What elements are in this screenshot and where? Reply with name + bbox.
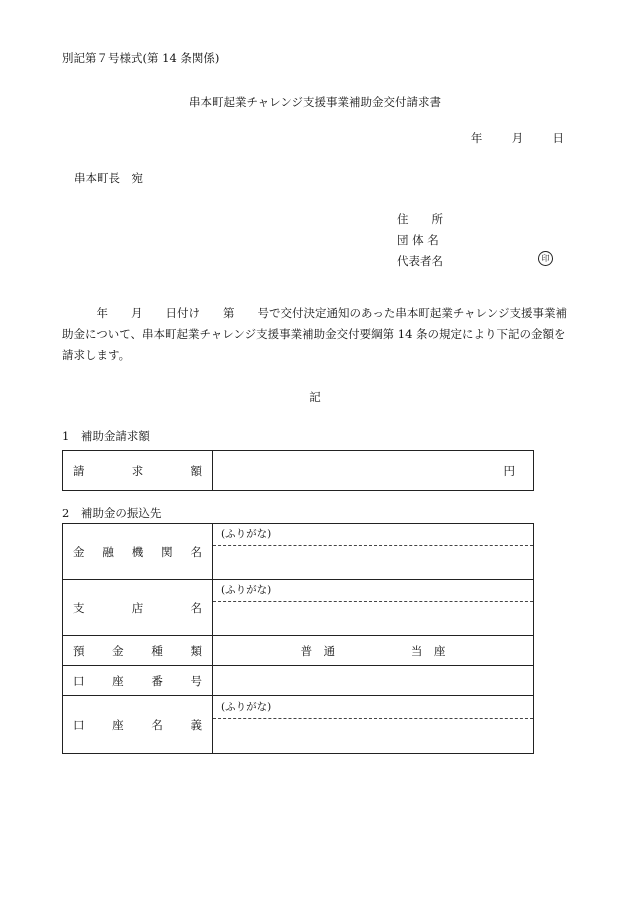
applicant-group-label: 団 体 名 [397,233,439,247]
account-number-label: 口 座 番 号 [63,666,213,696]
applicant-representative-label: 代表者名 [397,254,443,268]
date-line [471,130,564,146]
section2-heading: 2 補助金の振込先 [62,506,162,520]
account-name-row [63,696,534,754]
amount-label: 請 求 額 [63,451,213,491]
deposit-option-ordinary[interactable]: 普 通 [300,643,336,658]
account-number-input[interactable] [213,666,534,696]
deposit-type-label: 預 金 種 類 [63,636,213,666]
ki-heading: 記 [309,390,321,404]
deposit-type-row [63,636,534,666]
branch-row [63,580,534,636]
form-number: 別記第７号様式(第 14 条関係) [62,51,220,65]
furigana-label: (ふりがな) [213,524,533,546]
addressee: 串本町長 宛 [74,171,143,185]
yen-unit: 円 [503,463,515,478]
date-month: 月 [511,131,524,145]
date-day: 日 [552,131,564,145]
account-name-input[interactable] [213,696,534,754]
deposit-option-current[interactable]: 当 座 [410,643,446,658]
deposit-type-options [213,636,534,666]
applicant-address-label: 住 所 [397,212,443,226]
bank-name-row [63,524,534,580]
account-number-row [63,666,534,696]
furigana-label: (ふりがな) [213,580,533,602]
account-name-label: 口 座 名 義 [63,696,213,754]
amount-row [63,451,534,491]
bank-transfer-table [62,523,534,754]
document-title: 串本町起業チャレンジ支援事業補助金交付請求書 [188,95,442,109]
amount-table [62,450,534,491]
section1-heading: 1 補助金請求額 [62,429,150,443]
seal-mark: 印 [538,251,553,266]
amount-input[interactable] [213,451,534,491]
date-year: 年 [470,131,483,145]
bank-name-label: 金 融 機 関 名 [63,524,213,580]
branch-name-input[interactable] [213,580,534,636]
request-body-text: 年 月 日付け 第 号で交付決定通知のあった串本町起業チャレンジ支援事業補助金について、串本町起業チャレンジ支援事業補助金交付要綱第 14 条の規定により下記の金額を請求します。 [62,306,567,362]
branch-name-label: 支 店 名 [63,580,213,636]
bank-name-input[interactable] [213,524,534,580]
furigana-label: (ふりがな) [213,697,533,719]
